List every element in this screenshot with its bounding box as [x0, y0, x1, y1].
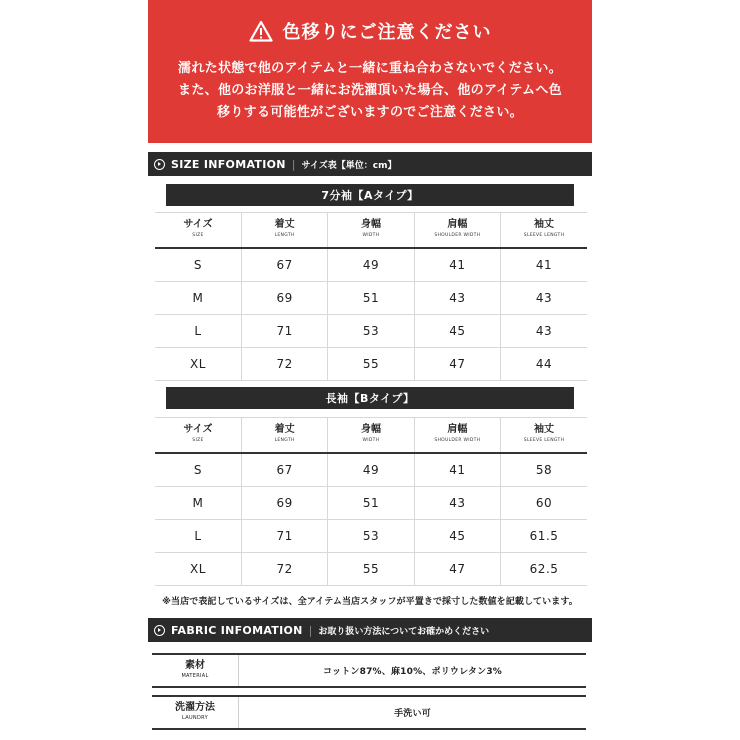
measurement-cell: 53 [328, 520, 414, 553]
warning-line: また、他のお洋服と一緒にお洗濯頂いた場合、他のアイテムへ色 [178, 83, 562, 98]
column-header [328, 418, 414, 454]
column-header-jp: サイズ [183, 219, 213, 230]
column-header-en: SIZE [192, 233, 204, 238]
laundry-label [152, 696, 239, 729]
size-info-title: SIZE INFOMATION [171, 157, 286, 171]
fabric-info-subtitle: お取り扱い方法についてお確かめください [318, 626, 490, 637]
column-header-en: LENGTH [274, 438, 295, 443]
size-table-a [155, 212, 587, 381]
measurement-cell: 72 [241, 553, 327, 586]
measurement-cell: 69 [241, 487, 327, 520]
type-b-title: 長袖【Bタイプ】 [166, 387, 574, 409]
column-header-en: LENGTH [274, 233, 295, 238]
laundry-value: 手洗い可 [239, 696, 587, 729]
measurement-note: ※当店で表記しているサイズは、全アイテム当店スタッフが平置きで採寸した数値を記載しています。 [162, 597, 578, 607]
type-a-title: 7分袖【Aタイプ】 [166, 184, 574, 206]
size-cell: L [155, 520, 241, 553]
column-header [155, 418, 241, 454]
measurement-cell: 45 [414, 520, 500, 553]
measurement-cell: 61.5 [501, 520, 587, 553]
measurement-cell: 51 [328, 487, 414, 520]
material-label-jp: 素材 [185, 659, 205, 671]
circle-arrow-icon [154, 159, 165, 170]
measurement-cell: 43 [501, 315, 587, 348]
column-header [328, 213, 414, 249]
measurement-cell: 41 [414, 248, 500, 282]
column-header-en: SHOULDER WIDTH [434, 233, 481, 238]
laundry-table [152, 695, 586, 730]
column-header-jp: 着丈 [274, 219, 295, 230]
measurement-cell: 47 [414, 348, 500, 381]
column-header [414, 418, 500, 454]
measurement-cell: 71 [241, 315, 327, 348]
warning-triangle-icon [249, 20, 273, 42]
measurement-cell: 55 [328, 348, 414, 381]
column-header-en: SLEEVE LENGTH [523, 438, 565, 443]
size-cell: XL [155, 348, 241, 381]
column-header-jp: 肩幅 [447, 219, 468, 230]
material-row [152, 654, 586, 687]
divider: | [291, 157, 296, 171]
table-row [155, 282, 587, 315]
size-cell: XL [155, 553, 241, 586]
fabric-info-title: FABRIC INFOMATION [171, 623, 303, 637]
column-header-jp: 着丈 [274, 424, 295, 435]
measurement-cell: 62.5 [501, 553, 587, 586]
column-header-jp: 身幅 [360, 219, 381, 230]
warning-line: 移りする可能性がございますのでご注意ください。 [217, 105, 523, 120]
measurement-cell: 41 [501, 248, 587, 282]
size-cell: S [155, 248, 241, 282]
measurement-cell: 41 [414, 453, 500, 487]
measurement-cell: 67 [241, 453, 327, 487]
size-cell: L [155, 315, 241, 348]
column-header-jp: 袖丈 [534, 219, 555, 230]
measurement-cell: 51 [328, 282, 414, 315]
column-header-jp: 身幅 [360, 424, 381, 435]
table-row [155, 520, 587, 553]
material-label-en: MATERIAL [181, 672, 209, 679]
measurement-cell: 43 [414, 282, 500, 315]
table-row [155, 487, 587, 520]
column-header [414, 213, 500, 249]
column-header-en: SHOULDER WIDTH [434, 438, 481, 443]
column-header-jp: 肩幅 [447, 424, 468, 435]
divider: | [308, 623, 313, 637]
warning-text [148, 58, 592, 124]
column-header [501, 213, 587, 249]
warning-line: 濡れた状態で他のアイテムと一緒に重ね合わさないでください。 [178, 61, 562, 76]
measurement-cell: 43 [414, 487, 500, 520]
column-header-en: SLEEVE LENGTH [523, 233, 565, 238]
column-header [241, 418, 327, 454]
measurement-cell: 45 [414, 315, 500, 348]
laundry-row [152, 696, 586, 729]
measurement-cell: 58 [501, 453, 587, 487]
size-info-header [148, 152, 592, 176]
measurement-cell: 44 [501, 348, 587, 381]
measurement-cell: 60 [501, 487, 587, 520]
fabric-info-header [148, 618, 592, 642]
size-cell: M [155, 282, 241, 315]
material-label [152, 654, 239, 687]
measurement-cell: 72 [241, 348, 327, 381]
warning-title-row [148, 18, 592, 44]
table-row [155, 453, 587, 487]
table-row [155, 248, 587, 282]
color-transfer-warning-banner [148, 0, 592, 143]
column-header [155, 213, 241, 249]
measurement-cell: 49 [328, 248, 414, 282]
column-header [241, 213, 327, 249]
column-header [501, 418, 587, 454]
measurement-cell: 49 [328, 453, 414, 487]
measurement-cell: 71 [241, 520, 327, 553]
table-header-row [155, 418, 587, 454]
laundry-label-jp: 洗濯方法 [175, 701, 215, 713]
column-header-jp: サイズ [183, 424, 213, 435]
column-header-en: WIDTH [362, 233, 380, 238]
laundry-label-en: LAUNDRY [182, 714, 208, 721]
material-table [152, 653, 586, 688]
table-row [155, 553, 587, 586]
table-header-row [155, 213, 587, 249]
size-cell: S [155, 453, 241, 487]
column-header-en: WIDTH [362, 438, 380, 443]
size-info-subtitle: サイズ表【単位：cm】 [301, 160, 397, 171]
measurement-cell: 47 [414, 553, 500, 586]
size-cell: M [155, 487, 241, 520]
measurement-cell: 43 [501, 282, 587, 315]
size-table-b [155, 417, 587, 586]
material-value: コットン87%、麻10%、ポリウレタン3% [239, 654, 587, 687]
table-row [155, 348, 587, 381]
measurement-cell: 67 [241, 248, 327, 282]
warning-title: 色移りにご注意ください [282, 22, 492, 43]
measurement-cell: 69 [241, 282, 327, 315]
column-header-jp: 袖丈 [534, 424, 555, 435]
measurement-cell: 55 [328, 553, 414, 586]
measurement-cell: 53 [328, 315, 414, 348]
table-row [155, 315, 587, 348]
circle-arrow-icon [154, 625, 165, 636]
column-header-en: SIZE [192, 438, 204, 443]
